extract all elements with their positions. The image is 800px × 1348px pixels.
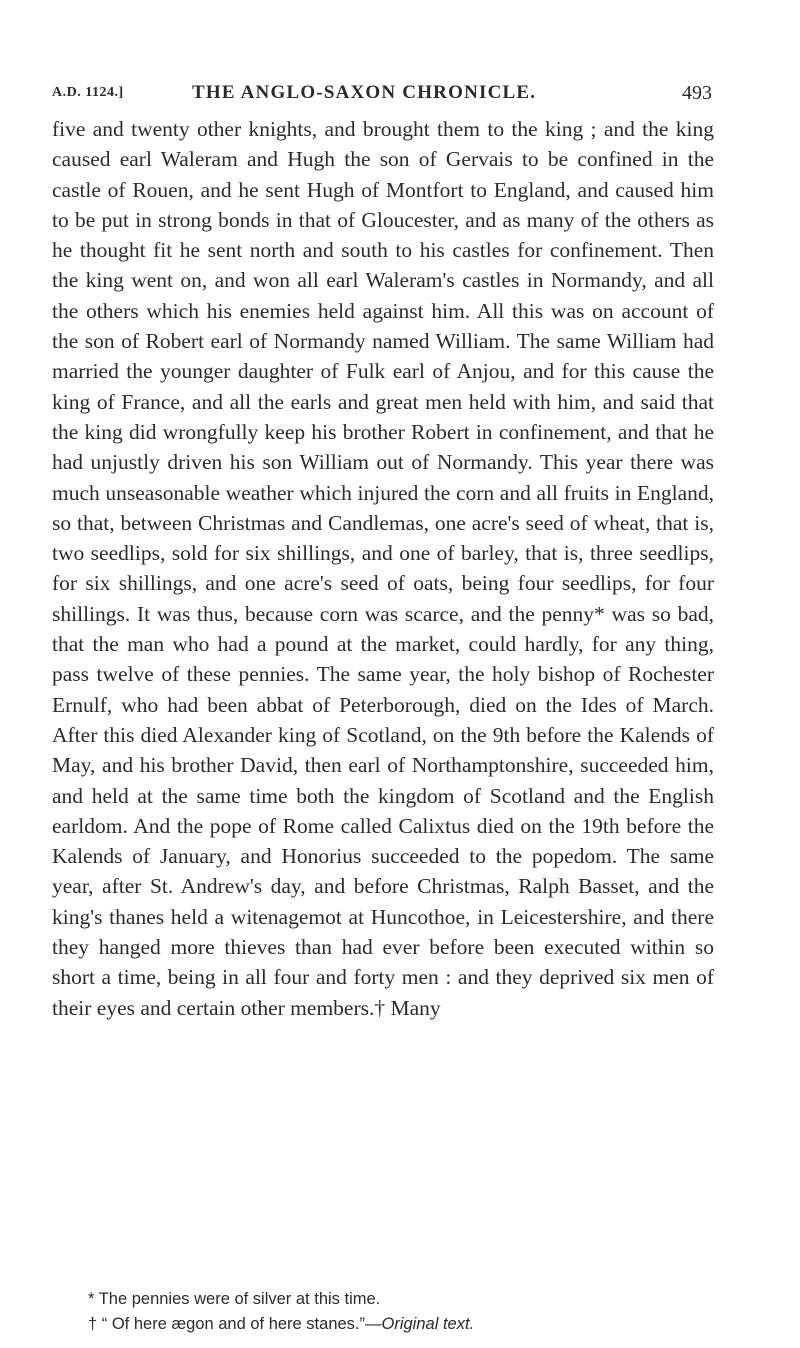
footnote-text: * The pennies were of silver at this time.	[88, 1290, 381, 1308]
footnote-text: † “ Of here ægon and of here stanes.”—	[88, 1315, 382, 1333]
footnote-original-text	[88, 1312, 718, 1337]
footnote-source: Original text.	[381, 1315, 475, 1333]
running-head-date: A.D. 1124.]	[52, 85, 124, 100]
body-paragraph: five and twenty other knights, and brought them to the king ; and the king caused earl Waleram and Hugh the son of Gervais to be confined in the castle of Rouen, and he sent Hugh of Montfort to England, and caused him to be put in strong bonds in that of Gloucester, and as many of the others as he thought fit he sent north and south to his castles for confinement. Then the king went on, and won all earl Waleram's castles in Normandy, and all the others which his enemies held against him. All this was on account of the son of Robert earl of Normandy named William. The same William had married the younger daughter of Fulk earl of Anjou, and for this cause the king of France, and all the earls and great men held with him, and said that the king did wrongfully keep his brother Robert in confinement, and that he had unjustly driven his son William out of Normandy. This year there was much unseasonable weather which injured the corn and all fruits in England, so that, between Christmas and Candlemas, one acre's seed of wheat, that is, two seedlips, sold for six shillings, and one of barley, that is, three seedlips, for six shillings, and one acre's seed of oats, being four seedlips, for four shillings. It was thus, because corn was scarce, and the penny* was so bad, that the man who had a pound at the market, could hardly, for any thing, pass twelve of these pennies. The same year, the holy bishop of Rochester Ernulf, who had been abbat of Peterborough, died on the Ides of March. After this died Alexander king of Scotland, on the 9th before the Kalends of May, and his brother David, then earl of Northamptonshire, succeeded him, and held at the same time both the kingdom of Scotland and the English earldom. And the pope of Rome called Calixtus died on the 19th before the Kalends of January, and Honorius succeeded to the popedom. The same year, after St. Andrew's day, and before Christmas, Ralph Basset, and the king's thanes held a witenagemot at Huncothoe, in Leicestershire, and there they hanged more thieves than had ever before been executed within so short a time, being in all four and forty men : and they deprived six men of their eyes and certain other members.† Many	[52, 117, 714, 1020]
footnote-pennies	[88, 1287, 718, 1312]
running-head-title: THE ANGLO-SAXON CHRONICLE.	[192, 82, 537, 103]
running-head	[52, 82, 712, 106]
footnotes	[88, 1287, 718, 1337]
page-number: 493	[682, 82, 712, 104]
